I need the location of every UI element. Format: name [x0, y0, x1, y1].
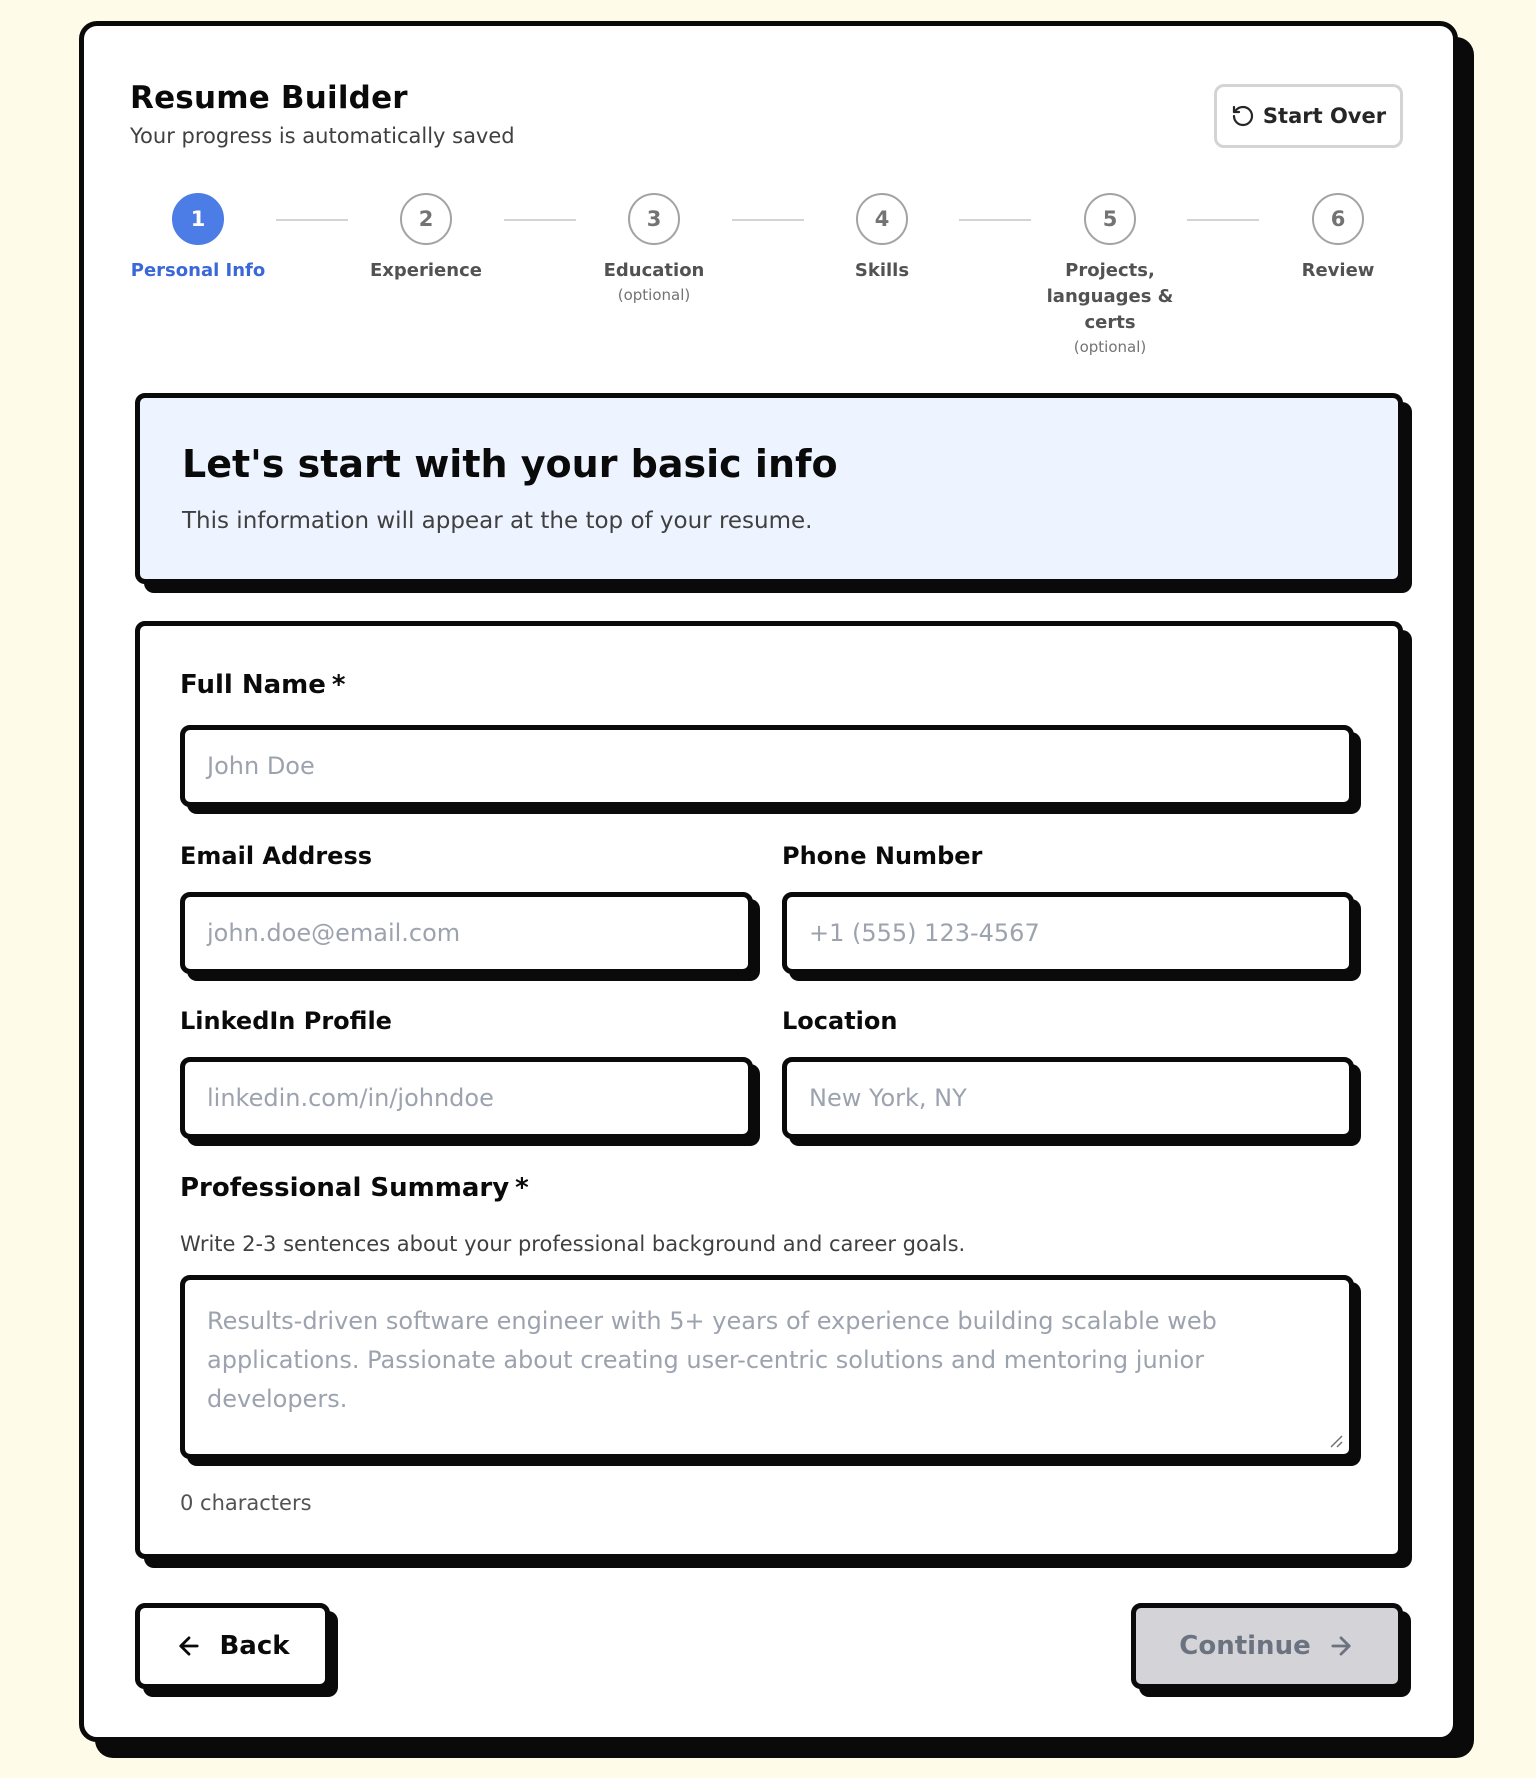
step-label: Review [1301, 260, 1375, 281]
email-label: Email Address [180, 842, 373, 870]
step-label: Personal Info [130, 260, 266, 281]
summary-label [180, 1173, 529, 1203]
required-marker: * [515, 1173, 529, 1203]
step-label: Skills [854, 260, 910, 281]
step-label: Projects, languages & certs [1046, 260, 1174, 333]
linkedin-field[interactable] [180, 1057, 753, 1139]
summary-hint: Write 2-3 sentences about your professional background and career goals. [180, 1232, 966, 1256]
location-field[interactable] [782, 1057, 1354, 1139]
summary-label-text: Professional Summary [180, 1173, 510, 1203]
linkedin-placeholder: linkedin.com/in/johndoe [207, 1084, 494, 1112]
full-name-label [180, 670, 346, 700]
step-personal-info[interactable] [103, 193, 293, 284]
step-label: Education [603, 260, 705, 281]
back-label: Back [219, 1631, 290, 1661]
personal-info-form [135, 621, 1403, 1559]
arrow-left-icon [175, 1632, 203, 1660]
section-title: Let's start with your basic info [182, 442, 838, 486]
required-marker: * [331, 670, 346, 700]
step-number: 5 [1084, 193, 1136, 245]
step-number: 1 [172, 193, 224, 245]
step-skills[interactable] [787, 193, 977, 284]
step-label: Experience [370, 260, 482, 281]
autosave-status: Your progress is automatically saved [130, 124, 515, 148]
section-description: This information will appear at the top of your resume. [182, 508, 813, 534]
step-review[interactable] [1243, 193, 1433, 284]
start-over-label: Start Over [1262, 104, 1387, 128]
character-count: 0 characters [180, 1491, 312, 1515]
step-education[interactable] [559, 193, 749, 306]
back-button[interactable] [135, 1603, 330, 1689]
resize-grip-icon[interactable] [1327, 1432, 1343, 1448]
step-projects[interactable] [1015, 193, 1205, 358]
linkedin-label: LinkedIn Profile [180, 1007, 392, 1035]
phone-placeholder: +1 (555) 123-4567 [809, 919, 1040, 947]
phone-field[interactable] [782, 892, 1354, 974]
step-number: 4 [856, 193, 908, 245]
app-title: Resume Builder [130, 80, 408, 116]
continue-button[interactable] [1131, 1603, 1403, 1689]
step-number: 3 [628, 193, 680, 245]
step-number: 6 [1312, 193, 1364, 245]
full-name-input[interactable] [180, 725, 1354, 807]
location-placeholder: New York, NY [809, 1084, 967, 1112]
summary-placeholder: Results-driven software engineer with 5+ years of experience building scalable web applications. Passionate about creating user-centric solutions and mentoring junior developers. [207, 1307, 1217, 1413]
intro-panel [135, 393, 1403, 584]
email-placeholder: john.doe@email.com [207, 919, 461, 947]
arrow-right-icon [1327, 1632, 1355, 1660]
step-optional-note: (optional) [1073, 338, 1147, 356]
email-field[interactable] [180, 892, 753, 974]
full-name-placeholder: John Doe [207, 752, 315, 780]
summary-textarea[interactable] [180, 1275, 1354, 1459]
phone-label: Phone Number [782, 842, 983, 870]
step-optional-note: (optional) [617, 286, 691, 304]
continue-label: Continue [1179, 1631, 1311, 1661]
step-experience[interactable] [331, 193, 521, 284]
location-label: Location [782, 1007, 898, 1035]
full-name-label-text: Full Name [180, 670, 326, 700]
progress-stepper [0, 0, 1536, 360]
step-number: 2 [400, 193, 452, 245]
